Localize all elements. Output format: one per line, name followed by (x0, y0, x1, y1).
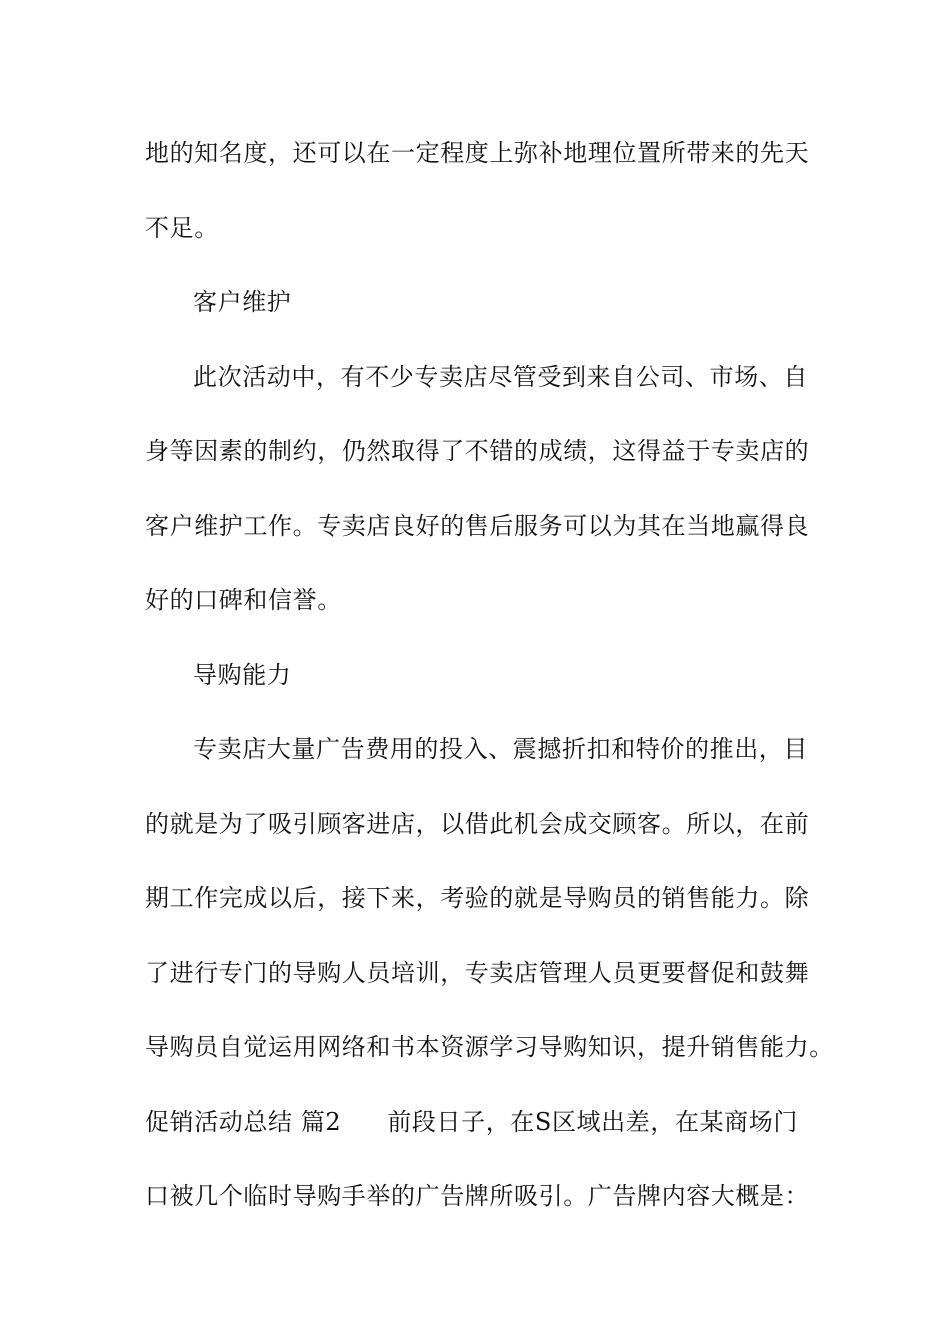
section-heading-customer-maintenance: 客户维护 (193, 288, 292, 316)
paragraph-line: 的就是为了吸引顾客进店，以借此机会成交顾客。所以，在前 (145, 809, 810, 838)
paragraph-line: 身等因素的制约，仍然取得了不错的成绩，这得益于专卖店的 (145, 437, 810, 465)
mixed-heading-line (145, 1097, 810, 1172)
paragraph-line: 导购员自觉运用网络和书本资源学习导购知识，提升销售能力。 (145, 1033, 834, 1061)
paragraph-line: 不足。 (145, 213, 219, 242)
paragraph-line: 专卖店大量广告费用的投入、震撼折扣和特价的推出，目 (193, 735, 808, 763)
paragraph-line: 好的口碑和信誉。 (145, 586, 342, 614)
paragraph-line: 口被几个临时导购手举的广告牌所吸引。广告牌内容大概是： (145, 1182, 810, 1210)
paragraph-line: 了进行专门的导购人员培训，专卖店管理人员更要督促和鼓舞 (145, 958, 810, 987)
section-heading-sales-ability: 导购能力 (193, 660, 292, 689)
paragraph-line: 此次活动中，有不少专卖店尽管受到来自公司、市场、自 (193, 362, 808, 391)
document-body (145, 128, 834, 1246)
paragraph-line: 期工作完成以后，接下来，考验的就是导购员的销售能力。除 (145, 884, 810, 912)
article-heading: 促销活动总结 篇2 (145, 1107, 342, 1136)
paragraph-text: 前段日子，在S区域出差，在某商场门 (387, 1107, 798, 1136)
paragraph-line: 地的知名度，还可以在一定程度上弥补地理位置所带来的先天 (145, 139, 810, 167)
paragraph-line: 客户维护工作。专卖店良好的售后服务可以为其在当地赢得良 (145, 511, 810, 540)
